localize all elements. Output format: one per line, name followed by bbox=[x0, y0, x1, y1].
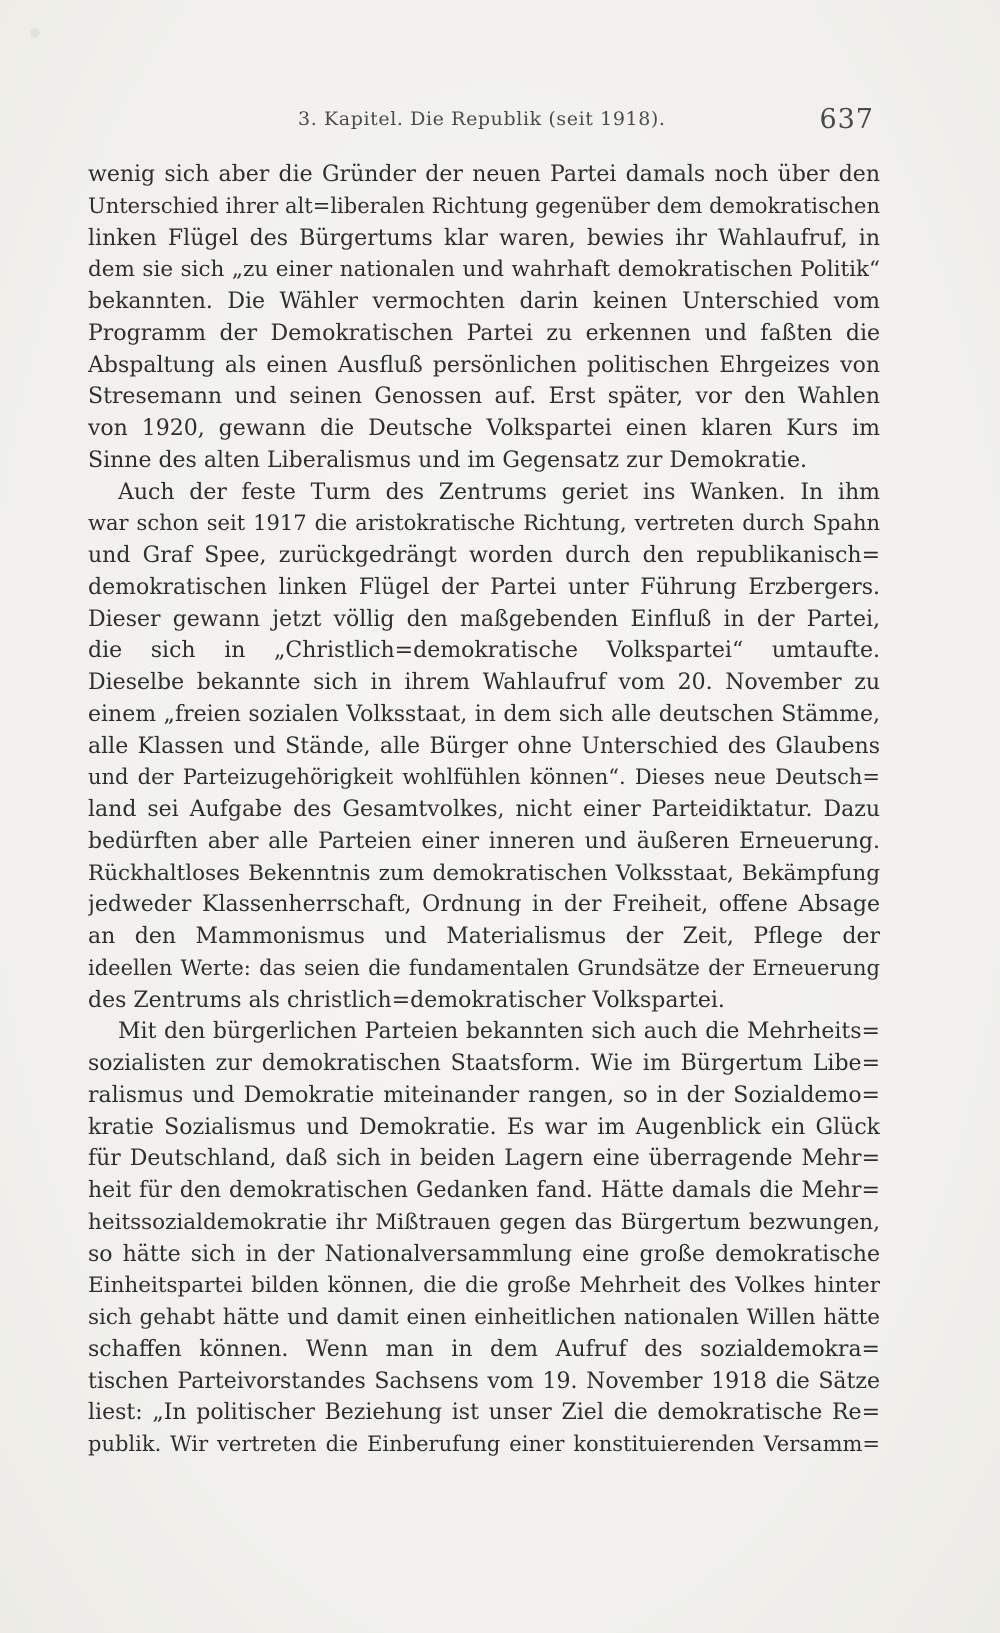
text-line: demokratischen linken Flügel der Partei unter Führung Erzbergers. bbox=[88, 574, 880, 600]
text-line: schaffen können. Wenn man in dem Aufruf des sozialdemokra= bbox=[88, 1336, 880, 1362]
text-line: sich gehabt hätte und damit einen einheitlichen nationalen Willen hätte bbox=[88, 1305, 880, 1330]
text-line: ideellen Werte: das seien die fundamentalen Grundsätze der Erneuerung bbox=[88, 955, 880, 980]
text-line: Rückhaltloses Bekenntnis zum demokratischen Volksstaat, Bekämpfung bbox=[88, 860, 880, 886]
page-number: 637 bbox=[819, 104, 874, 135]
page-header bbox=[88, 104, 878, 140]
text-line: Sinne des alten Liberalismus und im Gegensatz zur Demokratie. bbox=[88, 447, 807, 473]
text-line: sozialisten zur demokratischen Staatsform. Wie im Bürgertum Libe= bbox=[88, 1051, 880, 1076]
text-line: kratie Sozialismus und Demokratie. Es war im Augenblick ein Glück bbox=[88, 1114, 880, 1140]
text-line: Dieselbe bekannte sich in ihrem Wahlaufruf vom 20. November zu bbox=[88, 670, 880, 695]
text-line: jedweder Klassenherrschaft, Ordnung in der Freiheit, offene Absage bbox=[88, 892, 880, 918]
text-line: war schon seit 1917 die aristokratische Richtung, vertreten durch Spahn bbox=[88, 511, 880, 536]
text-line: Mit den bürgerlichen Parteien bekannten sich auch die Mehrheits= bbox=[118, 1019, 880, 1045]
text-line: so hätte sich in der Nationalversammlung eine große demokratische bbox=[88, 1241, 880, 1267]
text-line: und der Parteizugehörigkeit wohlfühlen können“. Dieses neue Deutsch= bbox=[88, 765, 880, 790]
text-line: bedürften aber alle Parteien einer inneren und äußeren Erneuerung. bbox=[88, 828, 880, 854]
text-line: Abspaltung als einen Ausfluß persönlichen politischen Ehrgeizes von bbox=[88, 352, 880, 378]
text-line: land sei Aufgabe des Gesamtvolkes, nicht einer Parteidiktatur. Dazu bbox=[88, 797, 880, 822]
running-head: 3. Kapitel. Die Republik (seit 1918). bbox=[298, 108, 666, 130]
text-line: des Zentrums als christlich=demokratischer Volkspartei. bbox=[88, 987, 725, 1013]
text-line: dem sie sich „zu einer nationalen und wahrhaft demokratischen Politik“ bbox=[88, 257, 880, 283]
text-line: für Deutschland, daß sich in beiden Lagern eine überragende Mehr= bbox=[88, 1146, 880, 1172]
text-line: publik. Wir vertreten die Einberufung einer konstituierenden Versamm= bbox=[88, 1432, 880, 1456]
text-line: ralismus und Demokratie miteinander rangen, so in der Sozialdemo= bbox=[88, 1082, 880, 1108]
text-line: Unterschied ihrer alt=liberalen Richtung gegenüber dem demokratischen bbox=[88, 193, 880, 218]
text-line: von 1920, gewann die Deutsche Volkspartei einen klaren Kurs im bbox=[88, 416, 880, 441]
text-line: liest: „In politischer Beziehung ist unser Ziel die demokratische Re= bbox=[88, 1400, 880, 1426]
paper-speck bbox=[30, 28, 40, 38]
text-line: einem „freien sozialen Volksstaat, in dem sich alle deutschen Stämme, bbox=[88, 701, 880, 727]
text-line: die sich in „Christlich=demokratische Volkspartei“ umtaufte. bbox=[88, 638, 880, 664]
body-text bbox=[88, 159, 880, 1461]
text-line: alle Klassen und Stände, alle Bürger ohne Unterschied des Glaubens bbox=[88, 733, 880, 759]
text-line: Stresemann und seinen Genossen auf. Erst später, vor den Wahlen bbox=[88, 384, 880, 410]
text-line: Auch der feste Turm des Zentrums geriet ins Wanken. In ihm bbox=[118, 479, 880, 505]
text-line: bekannten. Die Wähler vermochten darin keinen Unterschied vom bbox=[88, 289, 880, 314]
text-line: Einheitspartei bilden können, die die große Mehrheit des Volkes hinter bbox=[88, 1273, 880, 1299]
text-line: linken Flügel des Bürgertums klar waren, bewies ihr Wahlaufruf, in bbox=[88, 225, 880, 251]
text-line: Programm der Demokratischen Partei zu erkennen und faßten die bbox=[88, 320, 880, 346]
text-line: wenig sich aber die Gründer der neuen Partei damals noch über den bbox=[88, 162, 880, 187]
text-line: heit für den demokratischen Gedanken fand. Hätte damals die Mehr= bbox=[88, 1178, 880, 1203]
text-line: heitssozialdemokratie ihr Mißtrauen gegen das Bürgertum bezwungen, bbox=[88, 1209, 880, 1235]
text-line: und Graf Spee, zurückgedrängt worden durch den republikanisch= bbox=[88, 543, 880, 568]
text-line: Dieser gewann jetzt völlig den maßgebenden Einfluß in der Partei, bbox=[88, 606, 880, 632]
text-line: tischen Parteivorstandes Sachsens vom 19. November 1918 die Sätze bbox=[88, 1368, 880, 1394]
text-line: an den Mammonismus und Materialismus der Zeit, Pflege der bbox=[88, 924, 880, 949]
